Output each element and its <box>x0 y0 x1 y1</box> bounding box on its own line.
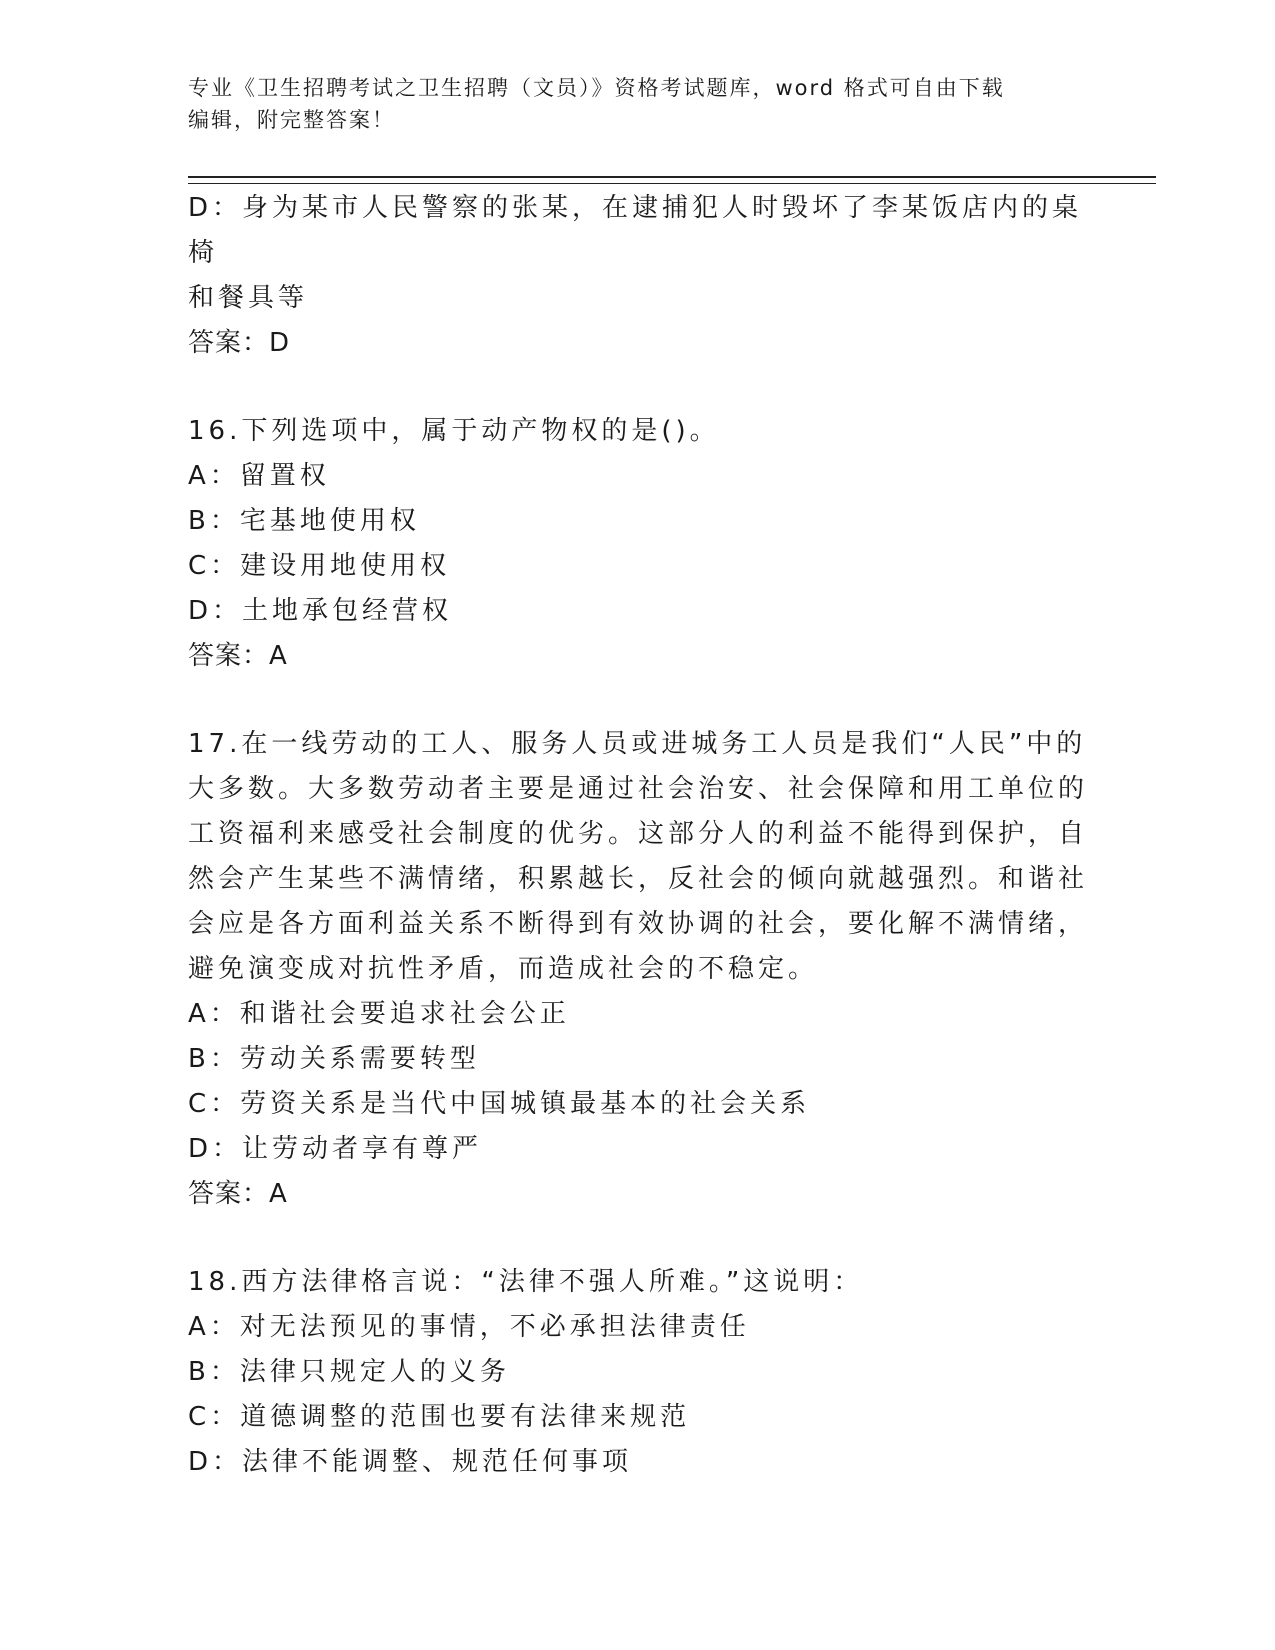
option-a: A：留置权 <box>188 461 330 491</box>
option-b: B：宅基地使用权 <box>188 506 420 536</box>
option-d: D：让劳动者享有尊严 <box>188 1134 483 1164</box>
question-stem-line: 避免演变成对抗性矛盾，而造成社会的不稳定。 <box>188 954 819 984</box>
answer-line: 答案：D <box>188 328 291 358</box>
question-stem: 18.西方法律格言说：“法律不强人所难。”这说明： <box>188 1267 864 1297</box>
page-header <box>188 72 1068 136</box>
question-stem-line: 工资福利来感受社会制度的优劣。这部分人的利益不能得到保护，自 <box>188 819 1089 849</box>
option-c: C：劳资关系是当代中国城镇最基本的社会关系 <box>188 1089 811 1119</box>
option-d: D：法律不能调整、规范任何事项 <box>188 1447 633 1477</box>
question-16 <box>188 409 1088 679</box>
answer-line: 答案：A <box>188 641 288 671</box>
question-stem-line: 大多数。大多数劳动者主要是通过社会治安、社会保障和用工单位的 <box>188 774 1089 804</box>
option-c: C：建设用地使用权 <box>188 551 451 581</box>
option-d: D：身为某市人民警察的张某，在逮捕犯人时毁坏了李某饭店内的桌椅 <box>188 193 1083 268</box>
header-line-2: 编辑，附完整答案！ <box>188 108 395 132</box>
option-a: A：对无法预见的事情，不必承担法律责任 <box>188 1312 750 1342</box>
question-stem-line: 然会产生某些不满情绪，积累越长，反社会的倾向就越强烈。和谐社 <box>188 864 1089 894</box>
option-a: A：和谐社会要追求社会公正 <box>188 999 570 1029</box>
option-b: B：法律只规定人的义务 <box>188 1357 510 1387</box>
header-divider <box>188 176 1156 184</box>
question-18 <box>188 1260 1088 1485</box>
option-d-continued: 和餐具等 <box>188 283 309 313</box>
question-17 <box>188 722 1088 1217</box>
option-d: D：土地承包经营权 <box>188 596 453 626</box>
option-b: B：劳动关系需要转型 <box>188 1044 480 1074</box>
answer-line: 答案：A <box>188 1179 288 1209</box>
page-content <box>188 186 1088 1485</box>
header-line-1: 专业《卫生招聘考试之卫生招聘（文员）》资格考试题库，word 格式可自由下载 <box>188 76 1005 100</box>
question-stem-line: 17.在一线劳动的工人、服务人员或进城务工人员是我们“人民”中的 <box>188 729 1087 759</box>
option-c: C：道德调整的范围也要有法律来规范 <box>188 1402 691 1432</box>
question-stem-line: 会应是各方面利益关系不断得到有效协调的社会，要化解不满情绪， <box>188 909 1089 939</box>
question-stem: 16.下列选项中，属于动产物权的是()。 <box>188 416 720 446</box>
carryover-question <box>188 186 1088 366</box>
